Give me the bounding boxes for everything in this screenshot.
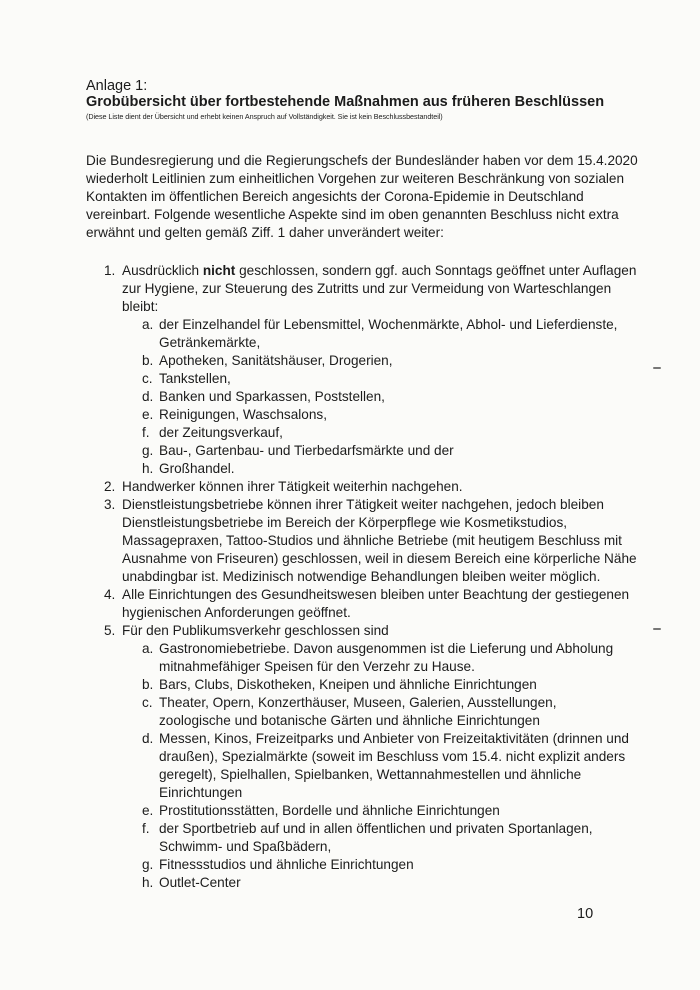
sub-letter: e. — [142, 407, 154, 422]
sub-line: der Zeitungsverkauf, — [159, 425, 283, 440]
scan-mark — [653, 628, 661, 630]
item-number: 2. — [104, 479, 116, 494]
list-item — [86, 496, 646, 586]
sub-item — [86, 388, 646, 406]
item-number: 4. — [104, 587, 116, 602]
list-item — [86, 622, 646, 640]
sub-letter: d. — [142, 389, 154, 404]
sub-item — [86, 676, 646, 694]
sub-letter: h. — [142, 461, 154, 476]
disclaimer-note: (Diese Liste dient der Übersicht und erhebt keinen Anspruch auf Vollständigkeit. Sie ist kein Beschlussbestandteil) — [86, 112, 443, 121]
sub-line: draußen), Spezialmärkte (soweit im Beschluss vom 15.4. nicht explizit anders — [159, 749, 626, 764]
sub-item — [86, 370, 646, 388]
sub-item — [86, 820, 646, 856]
sub-letter: g. — [142, 857, 154, 872]
scan-mark — [653, 367, 661, 369]
sub-letter: a. — [142, 641, 154, 656]
sub-line: Bars, Clubs, Diskotheken, Kneipen und ähnliche Einrichtungen — [159, 677, 537, 692]
item-emphasis: nicht — [202, 263, 236, 278]
item-line: Dienstleistungsbetriebe im Bereich der Körperpflege wie Kosmetikstudios, — [122, 515, 568, 530]
intro-line: Kontakten im öffentlichen Bereich angesichts der Corona-Epidemie in Deutschland — [86, 189, 584, 204]
sub-letter: b. — [142, 677, 154, 692]
item-line: Handwerker können ihrer Tätigkeit weiterhin nachgehen. — [122, 479, 463, 494]
sub-letter: c. — [142, 695, 153, 710]
item-text: geschlossen, sondern ggf. auch Sonntags geöffnet unter Auflagen — [235, 263, 637, 278]
sub-line: der Sportbetrieb auf und in allen öffentlichen und privaten Sportanlagen, — [159, 821, 593, 836]
sub-item — [86, 352, 646, 370]
list-item — [86, 478, 646, 496]
item-line — [122, 262, 646, 280]
item-line: unabdingbar ist. Medizinisch notwendige Behandlungen bleiben weiter möglich. — [122, 569, 601, 584]
item-line: zur Hygiene, zur Steuerung des Zutritts und zur Vermeidung von Warteschlangen — [122, 281, 612, 296]
intro-line: vereinbart. Folgende wesentliche Aspekte sind im oben genannten Beschluss nicht extra — [86, 207, 619, 222]
sub-item — [86, 874, 646, 892]
sub-letter: d. — [142, 731, 154, 746]
sub-line: Prostitutionsstätten, Bordelle und ähnliche Einrichtungen — [159, 803, 500, 818]
sub-letter: f. — [142, 821, 150, 836]
sub-letter: h. — [142, 875, 154, 890]
sub-letter: f. — [142, 425, 150, 440]
sub-line: geregelt), Spielhallen, Spielbanken, Wettannahmestellen und ähnliche — [159, 767, 582, 782]
sub-item — [86, 694, 646, 730]
sub-line: Banken und Sparkassen, Poststellen, — [159, 389, 385, 404]
sub-item — [86, 856, 646, 874]
sub-letter: a. — [142, 317, 154, 332]
item-number: 5. — [104, 623, 116, 638]
measures-list — [86, 262, 646, 892]
sub-line: Apotheken, Sanitätshäuser, Drogerien, — [159, 353, 393, 368]
sub-item — [86, 730, 646, 802]
item-line: Dienstleistungsbetriebe können ihrer Tätigkeit weiter nachgehen, jedoch bleiben — [122, 497, 604, 512]
sub-line: Gastronomiebetriebe. Davon ausgenommen ist die Lieferung und Abholung — [159, 641, 614, 656]
annex-label: Anlage 1: — [86, 78, 148, 94]
sub-letter: b. — [142, 353, 154, 368]
sub-line: Theater, Opern, Konzerthäuser, Museen, Galerien, Ausstellungen, — [159, 695, 557, 710]
sub-item — [86, 460, 646, 478]
sub-line: Bau-, Gartenbau- und Tierbedarfsmärkte und der — [159, 443, 454, 458]
sub-item — [86, 442, 646, 460]
sub-line: Einrichtungen — [159, 785, 243, 800]
sub-letter: c. — [142, 371, 153, 386]
list-item — [86, 262, 646, 316]
item-line: Alle Einrichtungen des Gesundheitswesen bleiben unter Beachtung der gestiegenen — [122, 587, 630, 602]
sub-line: Fitnessstudios und ähnliche Einrichtungen — [159, 857, 414, 872]
item-line: Massagepraxen, Tattoo-Studios und ähnliche Betriebe (mit heutigem Beschluss mit — [122, 533, 622, 548]
item-line: Für den Publikumsverkehr geschlossen sind — [122, 623, 389, 638]
page-number: 10 — [577, 906, 594, 922]
list-item — [86, 586, 646, 622]
sub-item — [86, 316, 646, 352]
sub-line: mitnahmefähiger Speisen für den Verzehr zu Hause. — [159, 659, 475, 674]
sub-line: Getränkemärkte, — [159, 335, 261, 350]
sub-line: Tankstellen, — [159, 371, 231, 386]
sub-line: Reinigungen, Waschsalons, — [159, 407, 328, 422]
item-line: Ausnahme von Friseuren) geschlossen, weil in diesem Bereich eine körperliche Nähe — [122, 551, 637, 566]
sub-line: Outlet-Center — [159, 875, 241, 890]
intro-line: erwähnt und gelten gemäß Ziff. 1 daher unverändert weiter: — [86, 225, 444, 240]
intro-paragraph — [86, 152, 638, 242]
sub-letter: e. — [142, 803, 154, 818]
sub-line: zoologische und botanische Gärten und ähnliche Einrichtungen — [159, 713, 540, 728]
item-line: hygienischen Anforderungen geöffnet. — [122, 605, 351, 620]
sub-item — [86, 640, 646, 676]
document-title: Grobübersicht über fortbestehende Maßnahmen aus früheren Beschlüssen — [86, 94, 605, 110]
sub-line: Großhandel. — [159, 461, 235, 476]
sub-letter: g. — [142, 443, 154, 458]
sub-item — [86, 802, 646, 820]
sub-item — [86, 424, 646, 442]
sub-item — [86, 406, 646, 424]
item-text: Ausdrücklich — [122, 263, 203, 278]
sub-line: Messen, Kinos, Freizeitparks und Anbieter von Freizeitaktivitäten (drinnen und — [159, 731, 629, 746]
item-number: 1. — [104, 263, 116, 278]
sub-line: der Einzelhandel für Lebensmittel, Wochenmärkte, Abhol- und Lieferdienste, — [159, 317, 618, 332]
sub-line: Schwimm- und Spaßbädern, — [159, 839, 332, 854]
intro-line: Die Bundesregierung und die Regierungschefs der Bundesländer haben vor dem 15.4.2020 — [86, 153, 638, 168]
item-number: 3. — [104, 497, 116, 512]
item-line: bleibt: — [122, 299, 159, 314]
intro-line: wiederholt Leitlinien zum einheitlichen Vorgehen zur weiteren Beschränkung von sozialen — [86, 171, 625, 186]
